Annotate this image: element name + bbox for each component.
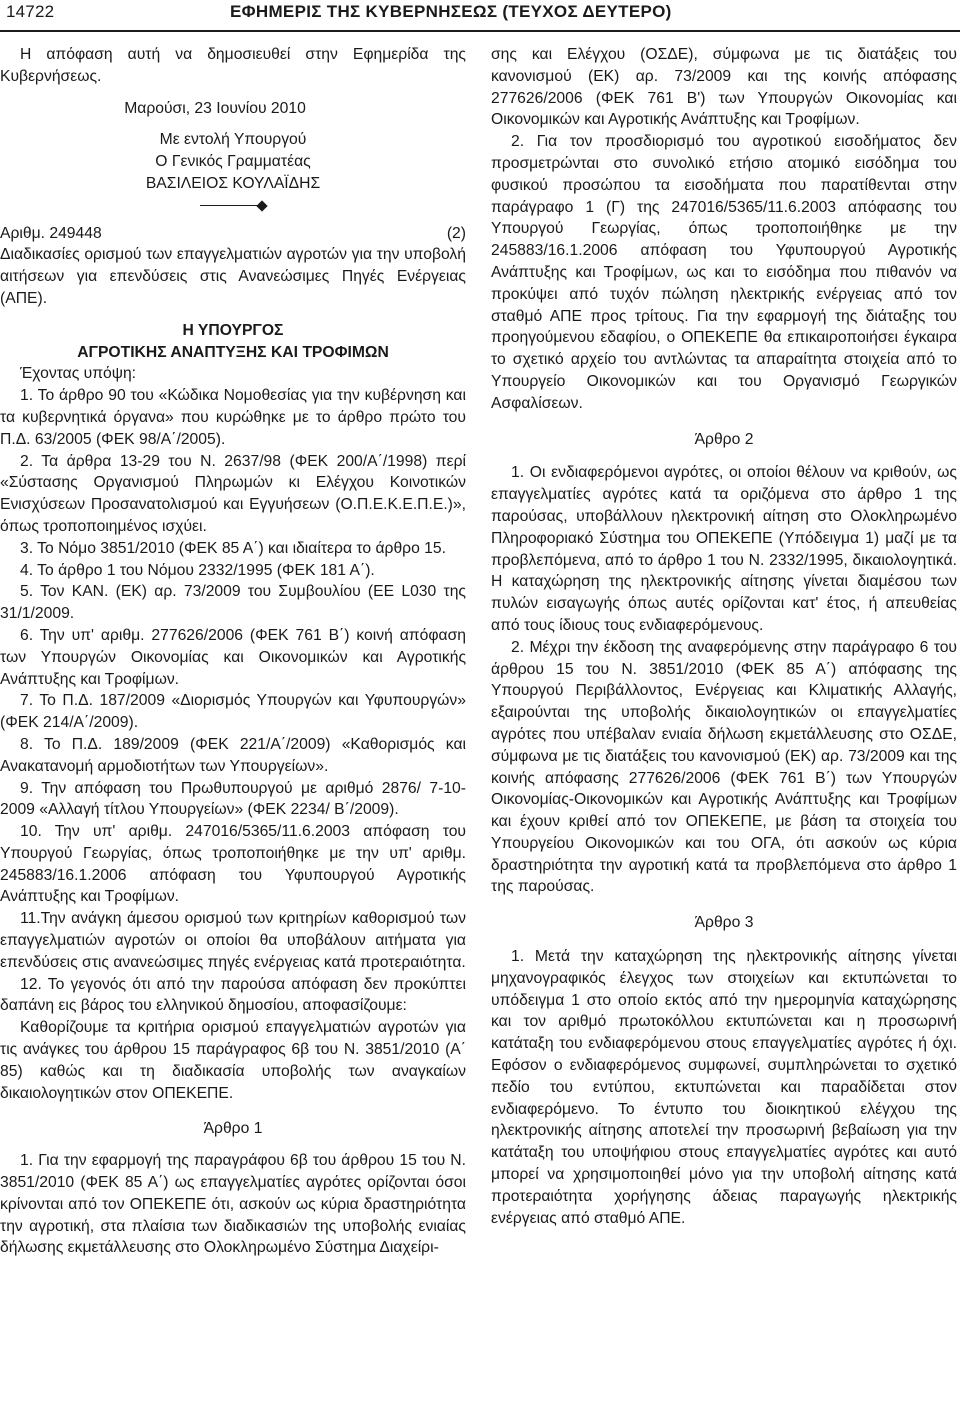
decision-header [0,223,466,245]
article-2-paragraph-1: 1. Οι ενδιαφερόμενοι αγρότες, οι οποίοι θέλουν να κριθούν, ως επαγγελματίες αγρότες κατά τα οριζόμενα στο άρθρο 1 της παρούσας, υποβάλλουν ηλεκτρονική αίτηση στο Ολοκληρωμένο Πληροφοριακό Σύστημα του ΟΠΕΚΕΠΕ (Υπόδειγμα 1) μαζί με τα προβλεπόμενα, από το άρθρο 1 του Ν. 2332/1995, δικαιολογητικά. Η καταχώρηση της ηλεκτρονικής αίτησης γίνεται διαμέσου των πυλών εισαγωγής όπως αυτές ορίζονται κατ' έτος, ή απευθείας από τους ίδιους τους ενδιαφερόμενους. [491,464,957,634]
decision-title: Διαδικασίες ορισμού των επαγγελματιών αγροτών για την υποβολή αιτήσεων για επενδύσεις στις Ανανεώσιμες Πηγές Ενέργειας (ΑΠΕ). [0,246,466,307]
article-1-paragraph-2: 2. Για τον προσδιορισμό του αγροτικού εισοδήματος δεν προσμετρώνται στο συνολικό ετήσιο ατομικό εισόδημα του φυσικού προσώπου τα εισοδήματα που παρατίθενται στην παράγραφο 1 (Γ) της 247016/5365/11.6.2003 απόφασης του Υπουργού Γεωργίας, όπως τροποποιήθηκε με την 245883/16.1.2006 απόφαση του Υφυπουργού Αγροτικής Ανάπτυξης και Τροφίμων, ως και το εισόδημα που πιθανόν να προκύψει από τυχόν πώληση ηλεκτρικής ενέργειας από τον σταθμό ΑΠΕ προς τρίτους. Για την εφαρμογή της διάταξης του προηγούμενου εδαφίου, ο ΟΠΕΚΕΠΕ θα επικαιροποιήσει έγκαιρα το σχετικό αρχείο του αντλώντας τα απαραίτητα στοιχεία από το Υπουργείο Οικονομικών και του Οργανισμό Γεωργικών Ασφαλίσεων. [491,133,957,412]
article-3-heading: Άρθρο 3 [694,914,754,932]
considerations-item: 12. Το γεγονός ότι από την παρούσα απόφαση δεν προκύπτει δαπάνη εις βάρος του ελληνικού δημοσίου, αποφασίζουμε: [0,975,466,1015]
article-1-heading: Άρθρο 1 [203,1120,263,1138]
header-rule [0,30,960,32]
article-2-paragraph-2: 2. Μέχρι την έκδοση της αναφερόμενης στην παράγραφο 6 του άρθρου 15 του Ν. 3851/2010 (ΦΕΚ 85 Α΄) απόφασης της Υπουργού Περιβάλλοντος, Ενέργειας και Κλιματικής Αλλαγής, εξαιρούνται της υποβολής δικαιολογητικών οι επαγγελματίες αγρότες που υπέβαλαν ενιαία δήλωση εκμετάλλευσης στο ΟΣΔΕ, σύμφωνα με τις διατάξεις του κανονισμού (ΕΚ) αρ. 73/2009 και της κοινής απόφασης 277626/2006 (ΦΕΚ 761 Β΄) των Υπουργών Οικονομίας-Οικονομικών και Αγροτικής Ανάπτυξης και Τροφίμων και έχουν κριθεί από τον ΟΠΕΚΕΠΕ, με βάση τα στοιχεία του Υπουργείου Οικονομικών και του ΟΓΑ, ότι ασκούν ως κύρια δραστηριότητα την αγροτική κατά τα προβλεπόμενα στο άρθρο 1 της παρούσας. [491,638,957,896]
considerations-item: 3. Το Νόμο 3851/2010 (ΦΕΚ 85 Α΄) και ιδιαίτερα το άρθρο 15. [20,539,446,557]
decision-number: Αριθμ. 249448 [0,224,102,242]
considerations-item: 5. Τον ΚΑΝ. (ΕΚ) αρ. 73/2009 του Συμβουλίου (ΕΕ L030 της 31/1/2009. [0,583,466,623]
considerations-item: 9. Την απόφαση του Πρωθυπουργού με αριθμό 2876/ 7-10-2009 «Αλλαγή τίτλου Υπουργείων» (ΦΕΚ 2234/ Β΄/2009). [0,779,466,819]
minister-title-1: Η ΥΠΟΥΡΓΟΣ [182,321,284,339]
article-1-paragraph-1: 1. Για την εφαρμογή της παραγράφου 6β του άρθρου 15 του Ν. 3851/2010 (ΦΕΚ 85 Α΄) ως επαγγελματίες αγρότες ορίζονται όσοι κρίνονται από τον ΟΠΕΚΕΠΕ ότι, ασκούν ως κύρια δραστηριότητα την αγροτική, στα πλαίσια των διαδικασιών της υποβολής ενιαίας δήλωσης εκμετάλλευσης στο Ολοκληρωμένο Σύστημα Διαχείρι- [0,1152,466,1257]
left-column [0,44,466,1259]
considerations-item: 2. Τα άρθρα 13-29 του Ν. 2637/98 (ΦΕΚ 200/Α΄/1998) περί «Σύστασης Οργανισμού Πληρωμών κι Ελέγχου Κοινοτικών Ενισχύσεων Προσανατολισμού και Εγγυήσεων (Ο.Π.Ε.Κ.Ε.Π.Ε.)», όπως τροποποιημένος ισχύει. [0,452,466,535]
considerations-item: 1. Το άρθρο 90 του «Κώδικα Νομοθεσίας για την κυβέρνηση και τα κυβερνητικά όργανα» που κυρώθηκε με το άρθρο πρώτο του Π.Δ. 63/2005 (ΦΕΚ 98/Α΄/2005). [0,387,466,448]
page-number: 14722 [6,2,55,21]
decision-index: (2) [446,224,466,242]
signature-line-1: Με εντολή Υπουργού [159,131,307,149]
article-2-heading: Άρθρο 2 [694,430,754,448]
considerations-item: 6. Την υπ' αριθμ. 277626/2006 (ΦΕΚ 761 Β΄) κοινή απόφαση των Υπουργών Οικονομίας και Οικονομικών και Αγροτικής Ανάπτυξης και Τροφίμων. [0,626,466,688]
signature-name: ΒΑΣΙΛΕΙΟΣ ΚΟΥΛΑΪΔΗΣ [145,174,321,192]
considerations-item: 8. Το Π.Δ. 189/2009 (ΦΕΚ 221/Α΄/2009) «Καθορισμός και Ανακατανομή αρμοδιοτήτων των Υπουργείων». [0,735,466,775]
diamond-icon [256,200,267,211]
place-date: Μαρούσι, 23 Ιουνίου 2010 [124,99,306,117]
page-header [0,0,960,30]
considerations-item: 4. Το άρθρο 1 του Νόμου 2332/1995 (ΦΕΚ 181 Α΄). [20,561,375,579]
right-column [491,44,957,1229]
considerations-item: 11.Την ανάγκη άμεσου ορισμού των κριτηρίων καθορισμού των επαγγελματιών αγροτών οι οποίοι θα υποβάλουν αιτήματα για επενδύσεις στις ανανεώσιμες πηγές ενέργειας κατά προτεραιότητα. [0,910,466,971]
journal-title: ΕΦΗΜΕΡΙΣ ΤΗΣ ΚΥΒΕΡΝΗΣΕΩΣ (ΤΕΥΧΟΣ ΔΕΥΤΕΡΟ) [230,2,672,21]
signature-line-2: Ο Γενικός Γραμματέας [155,153,311,171]
considerations-item: 7. Το Π.Δ. 187/2009 «Διορισμός Υπουργών και Υφυπουργών» (ΦΕΚ 214/Α΄/2009). [0,692,466,732]
article-3-paragraph-1: 1. Μετά την καταχώρηση της ηλεκτρονικής αίτησης γίνεται μηχανογραφικός έλεγχος των στοιχείων και εκτυπώνεται το υπόδειγμα 1 στο οποίο εκτός από την ημερομηνία καταχώρησης και τον αριθμό πρωτοκόλλου εκτυπώνεται και η προσωρινή κατάταξη του ενδιαφερόμενου στους επαγγελματίες αγρότες ή όχι. Εφόσον ο ενδιαφερόμενος συμφωνεί, συμπληρώνεται το σχετικό πεδίο του εντύπου, εκτυπώνεται και παραδίδεται στον ενδιαφερόμενο. Το έντυπο του διοικητικού ελέγχου της ηλεκτρονικής αίτησης αποτελεί την προσωρινή βεβαίωση για την κατάταξη του υποψήφιου στους επαγγελματίες αγρότες και αυτό μπορεί να χρησιμοποιηθεί μόνο για την υποβολή αίτησης κατά προτεραιότητα χορήγησης άδειας παραγωγής ηλεκτρικής ενέργειας από σταθμό ΑΠΕ. [491,948,957,1227]
section-separator [0,195,466,217]
having-regard: Έχοντας υπόψη: [20,365,137,383]
considerations-item: 10. Την υπ' αριθμ. 247016/5365/11.6.2003 απόφαση του Υπουργού Γεωργίας, όπως τροποποιήθηκε με την υπ' αριθμ. 245883/16.1.2006 απόφαση του Υφυπουργού Αγροτικής Ανάπτυξης και Τροφίμων. [0,823,466,906]
continued-paragraph: σης και Ελέγχου (ΟΣΔΕ), σύμφωνα με τις διατάξεις του κανονισμού (ΕΚ) αρ. 73/2009 και της κοινής απόφασης 277626/2006 (ΦΕΚ 761 Β') των Υπουργών Οικονομίας και Οικονομικών και Αγροτικής Ανάπτυξης και Τροφίμων. [491,46,957,129]
publication-note: Η απόφαση αυτή να δημοσιευθεί στην Εφημερίδα της Κυβερνήσεως. [0,46,466,85]
minister-title-2: ΑΓΡΟΤΙΚΗΣ ΑΝΑΠΤΥΞΗΣ ΚΑΙ ΤΡΟΦΙΜΩΝ [77,343,389,361]
decision-text: Καθορίζουμε τα κριτήρια ορισμού επαγγελματιών αγροτών για τις ανάγκες του άρθρου 15 παράγραφος 6β του Ν. 3851/2010 (Α΄ 85) καθώς και τη διαδικασία υποβολής των αναγκαίων δικαιολογητικών στον ΟΠΕΚΕΠΕ. [0,1019,466,1102]
